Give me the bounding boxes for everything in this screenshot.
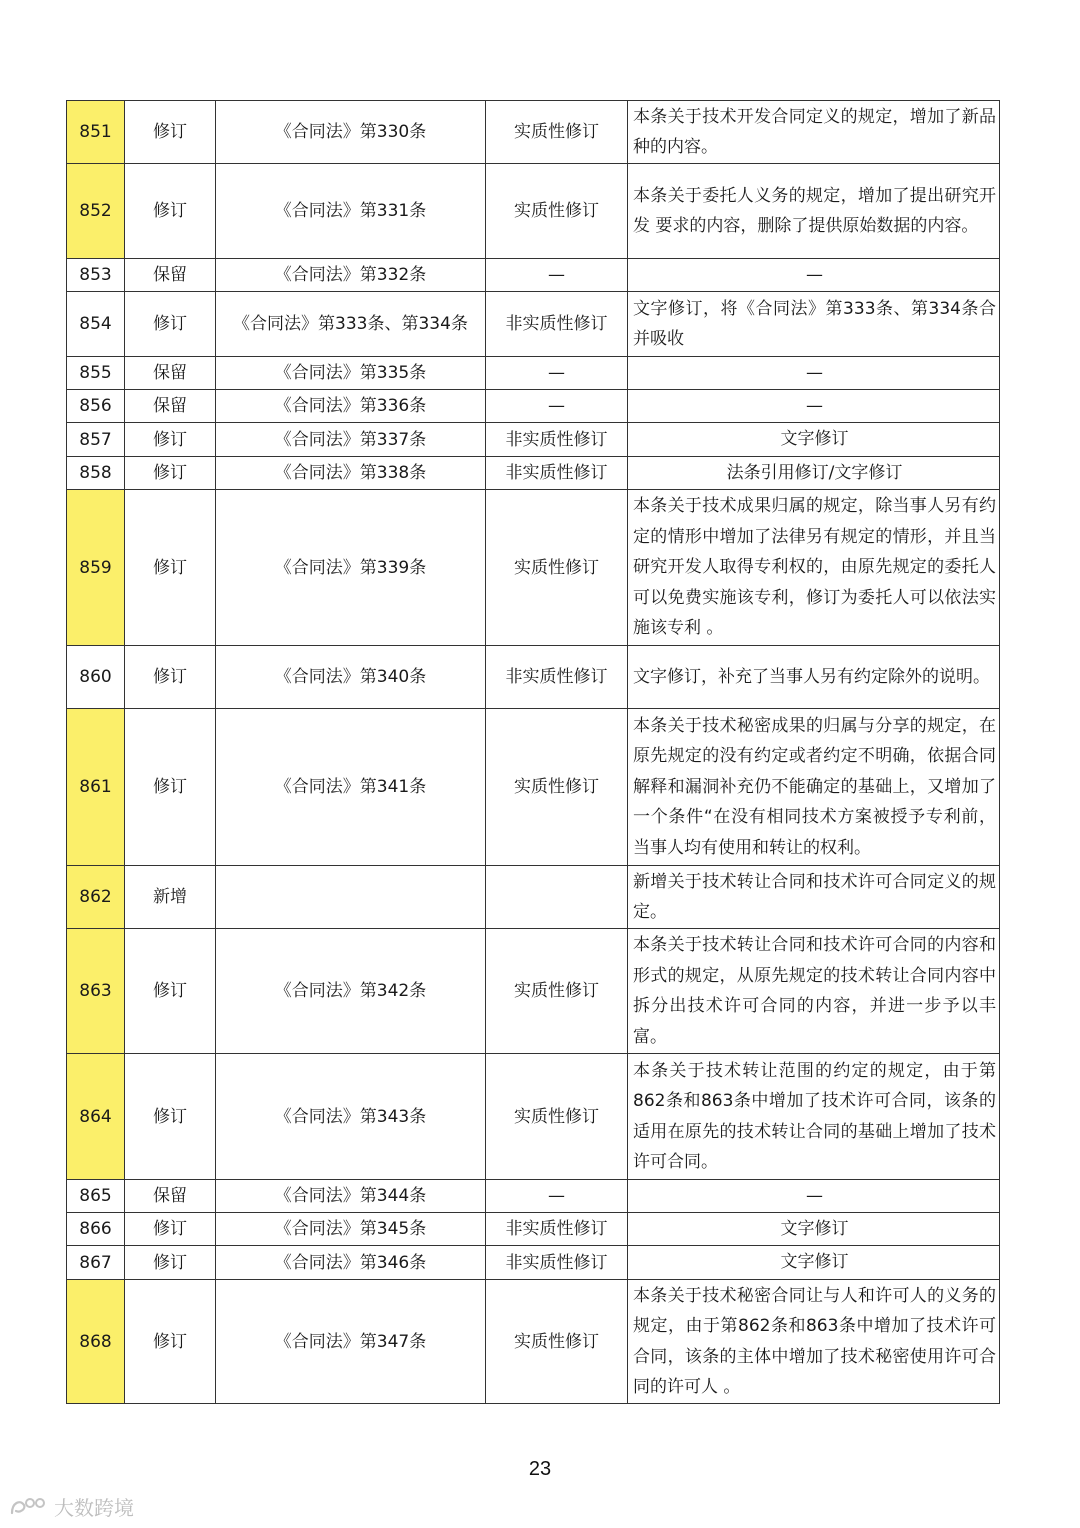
revision-nature-cell: —: [486, 390, 628, 423]
revision-description-cell: 本条关于技术秘密成果的归属与分享的规定，在原先规定的没有约定或者约定不明确，依据合同解释和漏洞补充仍不能确定的基础上，又增加了一个条件“在没有相同技术方案被授予专利前，当事人均有使用和转让的权利。: [628, 709, 1000, 866]
table-row: [67, 357, 1000, 390]
table-row: [67, 1180, 1000, 1213]
revision-type-cell: 修订: [125, 1054, 216, 1180]
revision-type-cell: 新增: [125, 866, 216, 929]
watermark-logo-icon: [8, 1495, 50, 1519]
revision-description-cell: 文字修订: [628, 1246, 1000, 1280]
source-article-cell: 《合同法》第340条: [216, 646, 486, 709]
table-row: [67, 457, 1000, 490]
source-article-cell: 《合同法》第330条: [216, 101, 486, 164]
revision-description-cell: 本条关于技术开发合同定义的规定，增加了新品种的内容。: [628, 101, 1000, 164]
revision-description-cell: 文字修订: [628, 423, 1000, 457]
article-number-cell: 868: [67, 1280, 125, 1404]
revision-description-cell: 本条关于技术秘密合同让与人和许可人的义务的规定，由于第862条和863条中增加了技术许可合同，该条的主体中增加了技术秘密使用许可合同的许可人 。: [628, 1280, 1000, 1404]
table-row: [67, 101, 1000, 164]
table-row: [67, 390, 1000, 423]
revision-type-cell: 修订: [125, 1213, 216, 1246]
article-number-cell: 859: [67, 490, 125, 646]
article-number-cell: 862: [67, 866, 125, 929]
revision-type-cell: 修订: [125, 457, 216, 490]
source-article-cell: [216, 866, 486, 929]
article-number-cell: 866: [67, 1213, 125, 1246]
table-row: [67, 1054, 1000, 1180]
revision-description-cell: —: [628, 1180, 1000, 1213]
revision-nature-cell: 非实质性修订: [486, 1213, 628, 1246]
revision-description-cell: —: [628, 390, 1000, 423]
revision-description-cell: 本条关于技术转让合同和技术许可合同的内容和形式的规定，从原先规定的技术转让合同内容中拆分出技术许可合同的内容，并进一步予以丰富。: [628, 929, 1000, 1054]
article-number-cell: 858: [67, 457, 125, 490]
revision-type-cell: 保留: [125, 390, 216, 423]
article-number-cell: 852: [67, 164, 125, 259]
source-article-cell: 《合同法》第345条: [216, 1213, 486, 1246]
watermark: [8, 1492, 134, 1521]
revision-nature-cell: —: [486, 357, 628, 390]
revision-description-cell: 法条引用修订/文字修订: [628, 457, 1000, 490]
revision-type-cell: 修订: [125, 292, 216, 357]
revision-type-cell: 修订: [125, 929, 216, 1054]
source-article-cell: 《合同法》第333条、第334条: [216, 292, 486, 357]
source-article-cell: 《合同法》第337条: [216, 423, 486, 457]
revision-nature-cell: 非实质性修订: [486, 423, 628, 457]
revision-type-cell: 修订: [125, 423, 216, 457]
table-row: [67, 646, 1000, 709]
table-row: [67, 423, 1000, 457]
article-number-cell: 854: [67, 292, 125, 357]
article-number-cell: 857: [67, 423, 125, 457]
revision-nature-cell: [486, 866, 628, 929]
source-article-cell: 《合同法》第343条: [216, 1054, 486, 1180]
revision-nature-cell: —: [486, 1180, 628, 1213]
revision-table: [66, 100, 1000, 1404]
revision-type-cell: 保留: [125, 357, 216, 390]
source-article-cell: 《合同法》第342条: [216, 929, 486, 1054]
table-row: [67, 866, 1000, 929]
revision-description-cell: 本条关于委托人义务的规定，增加了提出研究开发 要求的内容，删除了提供原始数据的内容。: [628, 164, 1000, 259]
revision-type-cell: 保留: [125, 1180, 216, 1213]
watermark-text: 大数跨境: [54, 1496, 134, 1520]
source-article-cell: 《合同法》第338条: [216, 457, 486, 490]
revision-nature-cell: 实质性修订: [486, 164, 628, 259]
revision-type-cell: 保留: [125, 259, 216, 292]
revision-type-cell: 修订: [125, 1280, 216, 1404]
source-article-cell: 《合同法》第339条: [216, 490, 486, 646]
revision-type-cell: 修订: [125, 1246, 216, 1280]
article-number-cell: 851: [67, 101, 125, 164]
article-number-cell: 867: [67, 1246, 125, 1280]
revision-nature-cell: 非实质性修订: [486, 1246, 628, 1280]
revision-nature-cell: 非实质性修订: [486, 457, 628, 490]
revision-nature-cell: 实质性修订: [486, 709, 628, 866]
source-article-cell: 《合同法》第344条: [216, 1180, 486, 1213]
revision-description-cell: —: [628, 259, 1000, 292]
revision-description-cell: —: [628, 357, 1000, 390]
revision-type-cell: 修订: [125, 164, 216, 259]
revision-description-cell: 新增关于技术转让合同和技术许可合同定义的规定。: [628, 866, 1000, 929]
article-number-cell: 855: [67, 357, 125, 390]
revision-nature-cell: 实质性修订: [486, 929, 628, 1054]
revision-type-cell: 修订: [125, 490, 216, 646]
source-article-cell: 《合同法》第341条: [216, 709, 486, 866]
article-number-cell: 863: [67, 929, 125, 1054]
article-number-cell: 853: [67, 259, 125, 292]
revision-description-cell: 文字修订，将《合同法》第333条、第334条合并吸收: [628, 292, 1000, 357]
table-row: [67, 1280, 1000, 1404]
table-row: [67, 490, 1000, 646]
article-number-cell: 865: [67, 1180, 125, 1213]
table-row: [67, 1213, 1000, 1246]
revision-description-cell: 文字修订，补充了当事人另有约定除外的说明。: [628, 646, 1000, 709]
source-article-cell: 《合同法》第336条: [216, 390, 486, 423]
revision-nature-cell: —: [486, 259, 628, 292]
revision-nature-cell: 实质性修订: [486, 490, 628, 646]
revision-nature-cell: 实质性修订: [486, 101, 628, 164]
table-row: [67, 259, 1000, 292]
table-row: [67, 1246, 1000, 1280]
revision-description-cell: 本条关于技术成果归属的规定，除当事人另有约定的情形中增加了法律另有规定的情形，并且当研究开发人取得专利权的，由原先规定的委托人可以免费实施该专利，修订为委托人可以依法实施该专利 。: [628, 490, 1000, 646]
page-number: 23: [528, 1458, 552, 1480]
table-row: [67, 164, 1000, 259]
source-article-cell: 《合同法》第331条: [216, 164, 486, 259]
article-number-cell: 856: [67, 390, 125, 423]
revision-description-cell: 本条关于技术转让范围的约定的规定，由于第862条和863条中增加了技术许可合同，该条的适用在原先的技术转让合同的基础上增加了技术许可合同。: [628, 1054, 1000, 1180]
source-article-cell: 《合同法》第332条: [216, 259, 486, 292]
revision-nature-cell: 非实质性修订: [486, 292, 628, 357]
revision-table-body: [67, 101, 1000, 1404]
revision-nature-cell: 实质性修订: [486, 1054, 628, 1180]
revision-type-cell: 修订: [125, 709, 216, 866]
source-article-cell: 《合同法》第335条: [216, 357, 486, 390]
revision-nature-cell: 实质性修订: [486, 1280, 628, 1404]
source-article-cell: 《合同法》第347条: [216, 1280, 486, 1404]
revision-type-cell: 修订: [125, 646, 216, 709]
revision-type-cell: 修订: [125, 101, 216, 164]
revision-nature-cell: 非实质性修订: [486, 646, 628, 709]
source-article-cell: 《合同法》第346条: [216, 1246, 486, 1280]
table-row: [67, 709, 1000, 866]
revision-description-cell: 文字修订: [628, 1213, 1000, 1246]
table-row: [67, 929, 1000, 1054]
article-number-cell: 861: [67, 709, 125, 866]
table-row: [67, 292, 1000, 357]
article-number-cell: 860: [67, 646, 125, 709]
article-number-cell: 864: [67, 1054, 125, 1180]
